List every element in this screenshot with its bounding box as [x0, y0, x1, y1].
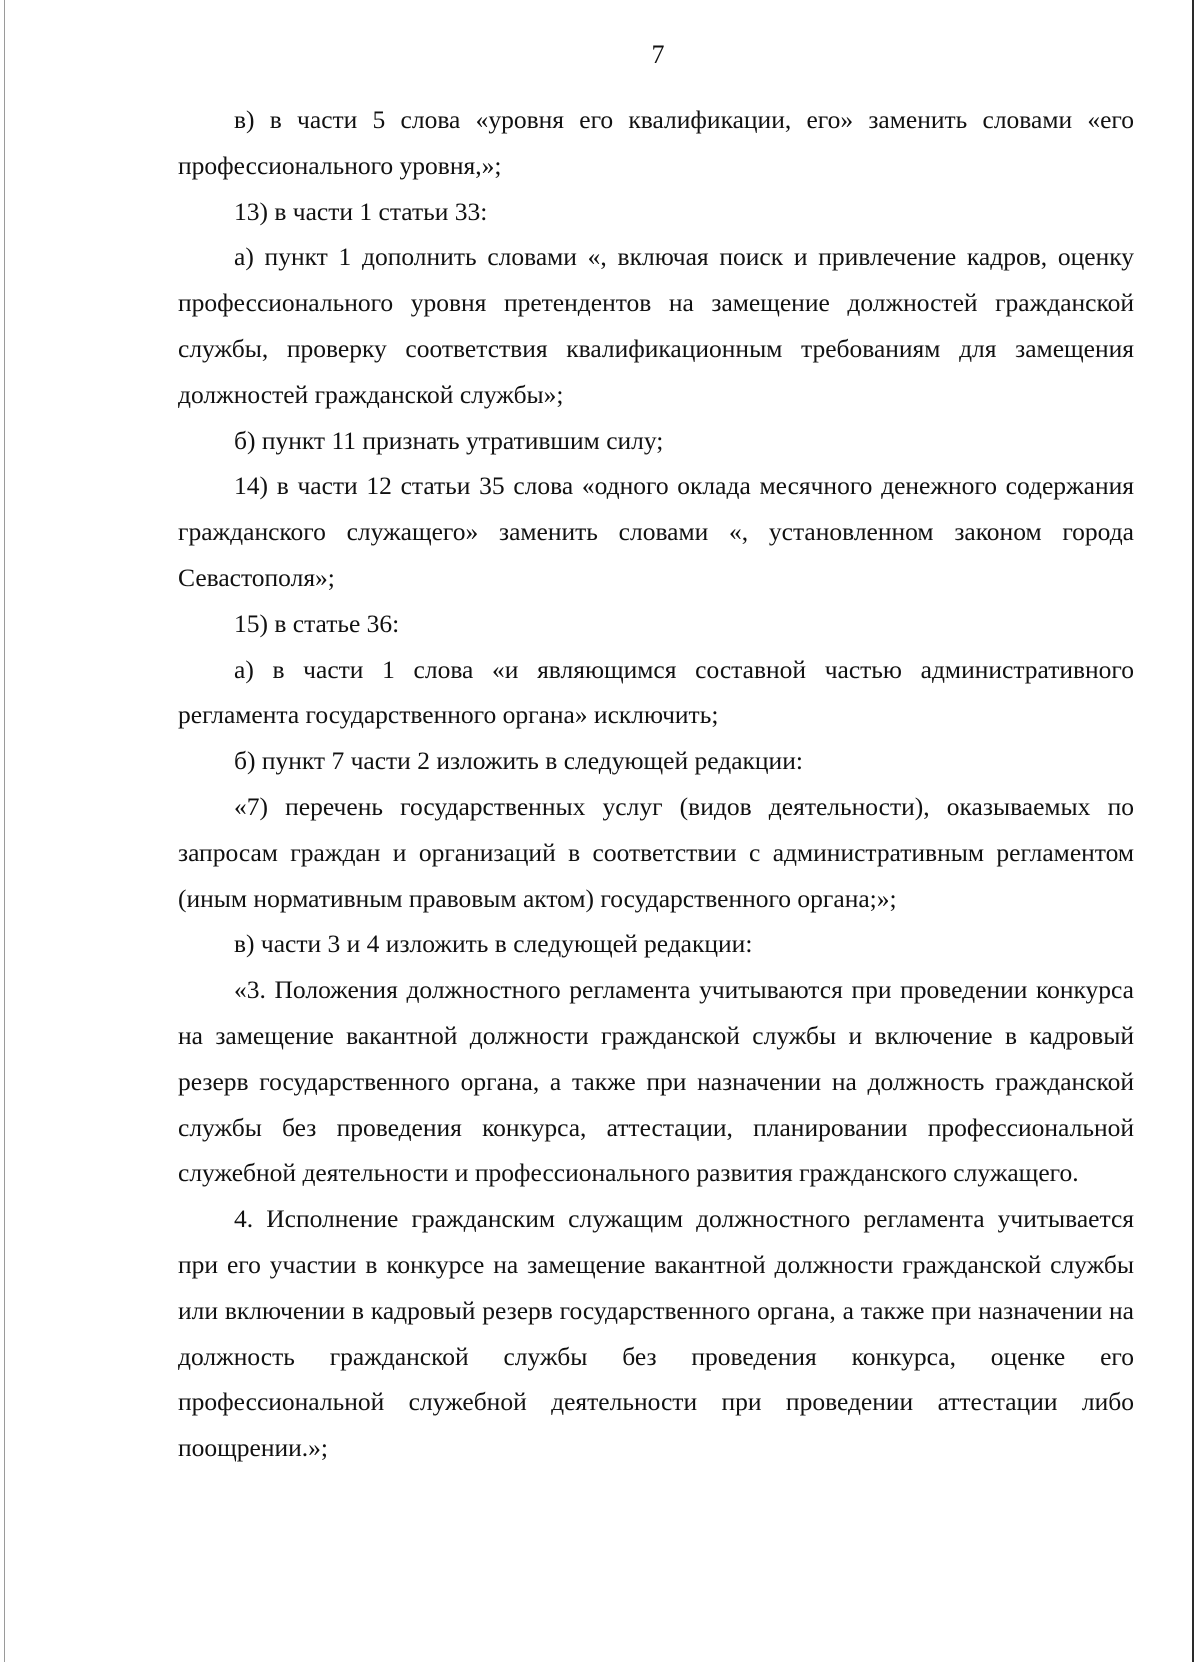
- document-body: [178, 97, 1134, 1471]
- paragraph: б) пункт 7 части 2 изложить в следующей редакции:: [234, 746, 803, 776]
- paragraph: 13) в части 1 статьи 33:: [234, 196, 488, 226]
- scan-edge-left: [4, 0, 5, 1662]
- paragraph: в) части 3 и 4 изложить в следующей редакции:: [234, 929, 753, 959]
- paragraph: 14) в части 12 статьи 35 слова «одного оклада месячного денежного содержания гражданского служащего» заменить словами «, установленном законом города Севастополя»;: [178, 471, 1134, 592]
- paragraph: б) пункт 11 признать утратившим силу;: [234, 425, 664, 455]
- paragraph: «7) перечень государственных услуг (видов деятельности), оказываемых по запросам граждан и организаций в соответствии с административным регламентом (иным нормативным правовым актом) государственного органа;»;: [178, 791, 1134, 913]
- scan-edge-right: [1192, 0, 1194, 1662]
- paragraph: в) в части 5 слова «уровня его квалификации, его» заменить словами «его профессионального уровня,»;: [178, 105, 1134, 180]
- paragraph: 4. Исполнение гражданским служащим должностного регламента учитывается при его участии в конкурсе на замещение вакантной должности гражданской службы или включении в кадровый резерв государственного органа, а также при назначении на должность гражданской службы без проведения конкурса, оценке его профессиональной служебной деятельности при проведении аттестации либо поощрении.»;: [178, 1204, 1134, 1463]
- paragraph: «3. Положения должностного регламента учитываются при проведении конкурса на замещение вакантной должности гражданской службы и включение в кадровый резерв государственного органа, а также при назначении на должность гражданской службы без проведения конкурса, аттестации, планировании профессиональной служебной деятельности и профессионального развития гражданского служащего.: [178, 975, 1134, 1188]
- page-number: 7: [651, 40, 665, 69]
- paragraph: 15) в статье 36:: [234, 608, 400, 638]
- paragraph: а) в части 1 слова «и являющимся составной частью административного регламента государственного органа» исключить;: [178, 654, 1134, 730]
- paragraph: а) пункт 1 дополнить словами «, включая поиск и привлечение кадров, оценку профессионального уровня претендентов на замещение должностей гражданской службы, проверку соответствия квалификационным требованиям для замещения должностей гражданской службы»;: [178, 242, 1134, 409]
